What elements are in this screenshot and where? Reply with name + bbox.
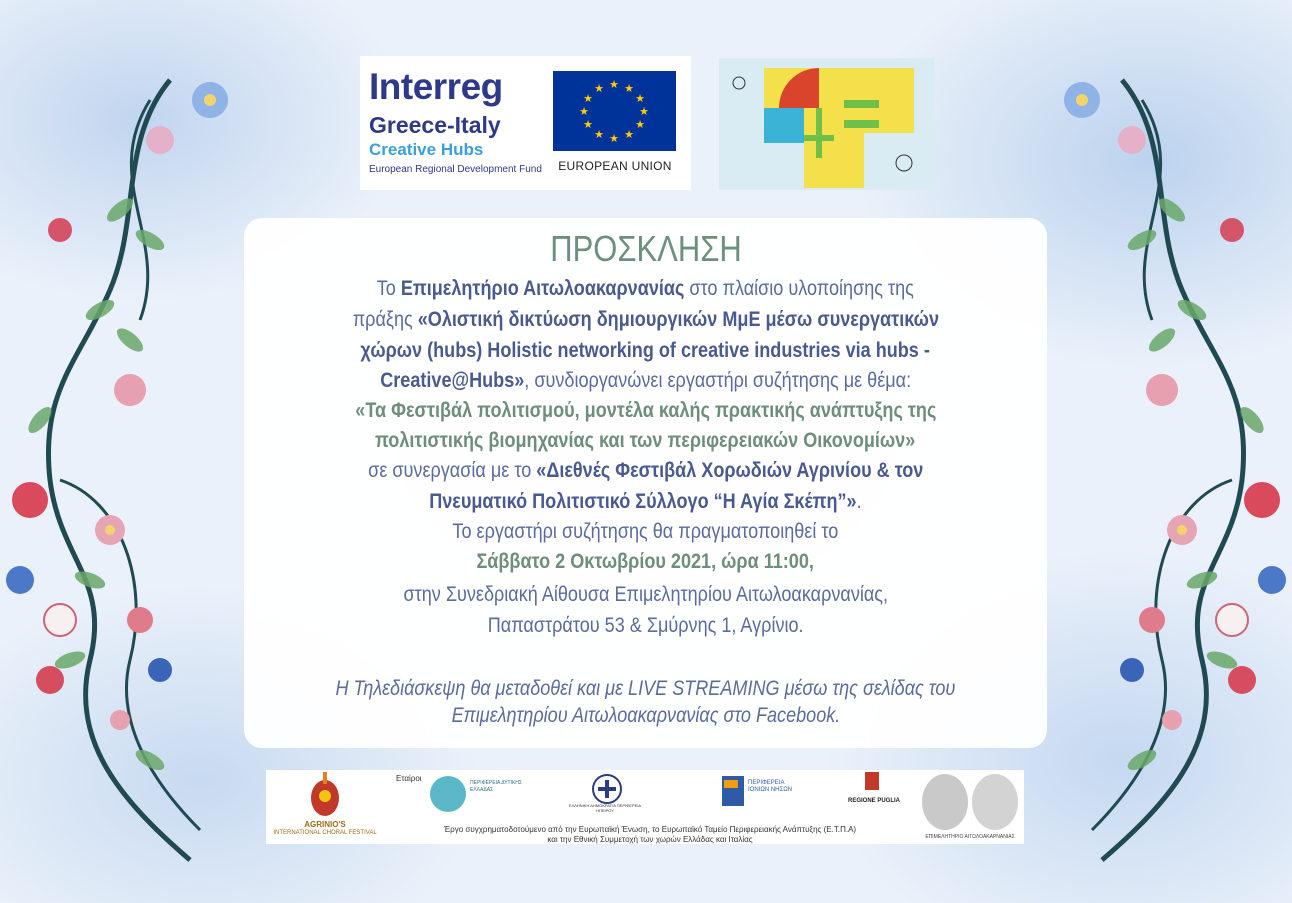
svg-text:★: ★ (579, 106, 589, 118)
puglia-crest-icon (865, 772, 879, 790)
text-line-2: πράξης «Ολιστική δικτύωση δημιουργικών ΜμΕ μέσω συνεργατικών (352, 308, 939, 331)
choral-festival-logo (266, 770, 384, 844)
text-line-6: πολιτιστικής βιομηχανίας και των περιφερειακών Οικονομίων» (375, 429, 916, 452)
choral-name-1: AGRINIO'S (304, 820, 346, 829)
choral-name-2: INTERNATIONAL CHORAL FESTIVAL (273, 830, 377, 836)
region-puglia: REGIONE PUGLIA (847, 798, 900, 804)
greek-emblem-icon (592, 774, 622, 804)
region-epirus: ΕΛΛΗΝΙΚΗ ΔΗΜΟΚΡΑΤΙΑ ΠΕΡΙΦΕΡΕΙΑ ΗΠΕΙΡΟΥ (568, 803, 642, 813)
svg-text:★: ★ (594, 129, 604, 141)
svg-text:★: ★ (609, 133, 619, 145)
interreg-project: Creative Hubs (369, 140, 484, 159)
text-line-3: χώρων (hubs) Holistic networking of creative industries via hubs - (360, 339, 931, 362)
chamber-name: ΕΠΙΜΕΛΗΤΗΡΙΟ ΑΙΤΩΛΟΑΚΑΡΝΑΝΙΑΣ (925, 834, 1015, 840)
text-line-9: Το εργαστήρι συζήτησης θα πραγματοποιηθεί το (452, 520, 839, 543)
cofund-line-1: Έργο συγχρηματοδοτούμενο από την Ευρωπαϊκή Ένωση, το Ευρωπαϊκό Ταμείο Περιφερειακής Ανάπτυξης (Ε.Τ.Π.Α) (443, 825, 857, 834)
streaming-note-2: Επιμελητηρίου Αιτωλοακαρνανίας στο Facebook. (451, 704, 840, 727)
text-line-8: Πνευματικό Πολιτιστικό Σύλλογο “Η Αγία Σκέπη”». (429, 490, 862, 513)
text-line-4: Creative@Hubs», συνδιοργανώνει εργαστήρι συζήτησης με θέμα: (380, 369, 911, 392)
text-line-5: «Τα Φεστιβάλ πολιτισμού, μοντέλα καλής πρακτικής ανάπτυξης της (354, 399, 937, 422)
creative-hubs-logo (719, 58, 934, 190)
svg-text:★: ★ (624, 83, 634, 95)
event-venue: στην Συνεδριακή Αίθουσα Επιμελητηρίου Αιτωλοακαρνανίας, (403, 583, 888, 606)
region-ionian-islands: ΠΕΡΙΦΕΡΕΙΑ ΙΟΝΙΩΝ ΝΗΣΩΝ (748, 780, 793, 793)
cofund-line-2: και την Εθνική Συμμετοχή των χωρών Ελλάδας και Ιταλίας (547, 835, 753, 844)
svg-text:★: ★ (583, 93, 593, 105)
svg-text:★: ★ (594, 83, 604, 95)
region-western-greece: ΠΕΡΙΦΕΡΕΙΑ ΔΥΤΙΚΗΣ ΕΛΛΑΔΑΣ (470, 780, 523, 793)
interreg-fund: European Regional Development Fund (369, 164, 542, 175)
floral-vine-right (1022, 60, 1292, 870)
partners-label: Εταίροι (396, 774, 422, 783)
svg-text:★: ★ (635, 93, 645, 105)
chamber-logo (916, 770, 1024, 844)
interreg-wordmark: Interreg (369, 66, 503, 107)
streaming-note-1: Η Τηλεδιάσκεψη θα μεταδοθεί και με LIVE STREAMING μέσω της σελίδας του (335, 677, 956, 700)
interreg-program: Greece-Italy (369, 112, 501, 138)
coin-icon-right (972, 774, 1018, 830)
floral-vine-left (0, 60, 270, 870)
eu-label: EUROPEAN UNION (558, 159, 672, 173)
interreg-logo (360, 56, 691, 190)
event-address: Παπαστράτου 53 & Σμύρνης 1, Αγρίνιο. (487, 614, 804, 637)
text-line-1: Το Επιμελητήριο Αιτωλοακαρνανίας στο πλαίσιο υλοποίησης της (376, 277, 915, 300)
ionian-islands-icon (722, 776, 744, 806)
event-date: Σάββατο 2 Οκτωβρίου 2021, ώρα 11:00, (476, 550, 815, 573)
eu-flag-icon (553, 71, 676, 151)
invitation-title: ΠΡΟΣΚΛΗΣΗ (550, 228, 742, 269)
svg-text:★: ★ (635, 119, 645, 131)
western-greece-icon (430, 776, 466, 812)
svg-text:★: ★ (609, 79, 619, 91)
svg-text:★: ★ (624, 129, 634, 141)
svg-text:★: ★ (583, 119, 593, 131)
text-line-7: σε συνεργασία με το «Διεθνές Φεστιβάλ Χορωδιών Αγρινίου & τον (367, 459, 924, 482)
lyre-icon (266, 770, 384, 820)
svg-text:★: ★ (639, 106, 649, 118)
coin-icon-left (922, 774, 968, 830)
